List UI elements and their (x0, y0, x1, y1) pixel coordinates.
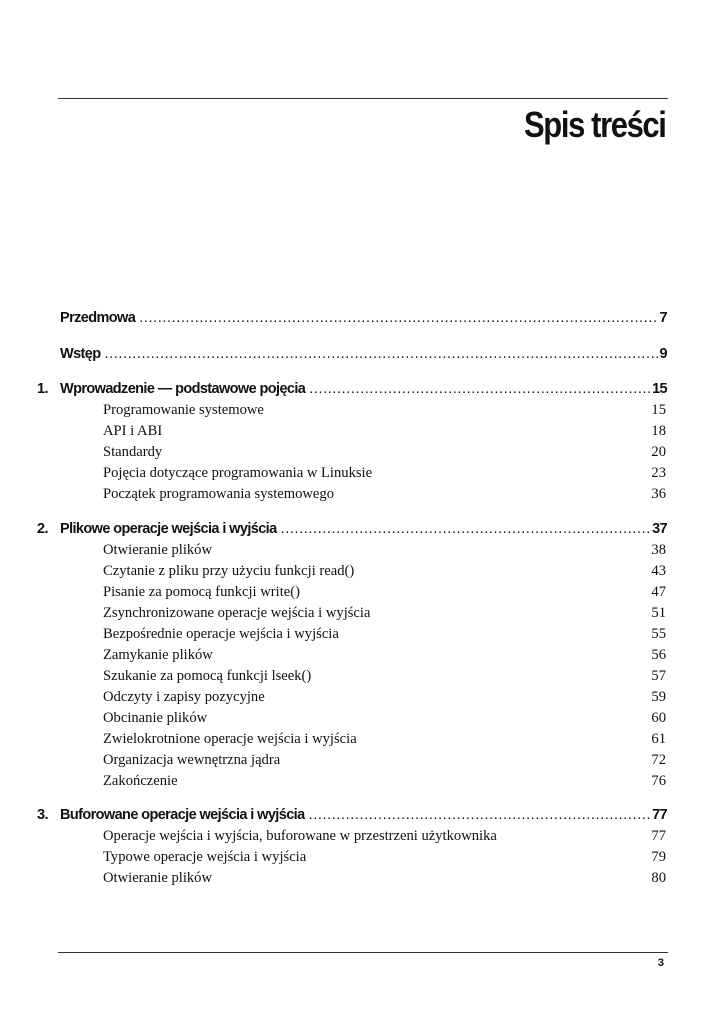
chapter-number: 2. (37, 521, 48, 537)
toc-entry-section[interactable] (103, 563, 666, 580)
entry-label: Zamykanie plików (103, 647, 213, 663)
header-rule (58, 98, 668, 99)
toc-entry-section[interactable] (103, 626, 666, 643)
dot-leader (309, 807, 651, 823)
chapter-number: 3. (37, 807, 48, 823)
dot-leader (105, 346, 658, 362)
entry-page-number: 37 (652, 521, 667, 537)
dot-leader (281, 521, 650, 537)
toc-entry-chapter[interactable] (37, 807, 667, 823)
entry-page-number: 20 (651, 444, 666, 460)
entry-page-number: 77 (652, 807, 667, 823)
entry-label: Bezpośrednie operacje wejścia i wyjścia (103, 626, 339, 642)
entry-label: Operacje wejścia i wyjścia, buforowane w przestrzeni użytkownika (103, 828, 497, 844)
toc-entry-front-matter[interactable] (60, 310, 667, 326)
toc-entry-section[interactable] (103, 605, 666, 622)
toc-entry-section[interactable] (103, 668, 666, 685)
entry-page-number: 79 (651, 849, 666, 865)
entry-label: Organizacja wewnętrzna jądra (103, 752, 281, 768)
toc-entry-section[interactable] (103, 402, 666, 419)
entry-page-number: 9 (659, 346, 667, 362)
entry-page-number: 55 (651, 626, 666, 642)
entry-label: Wprowadzenie — podstawowe pojęcia (60, 381, 306, 397)
toc-entry-section[interactable] (103, 444, 666, 461)
entry-label: API i ABI (103, 423, 163, 439)
toc-entry-section[interactable] (103, 828, 666, 845)
chapter-number: 1. (37, 381, 48, 397)
entry-page-number: 15 (652, 381, 667, 397)
toc-entry-front-matter[interactable] (60, 346, 667, 362)
toc-entry-section[interactable] (103, 465, 666, 482)
footer-rule (58, 952, 668, 953)
entry-label: Otwieranie plików (103, 870, 213, 886)
page-title: Spis treści (523, 104, 665, 145)
entry-label: Czytanie z pliku przy użyciu funkcji read() (103, 563, 355, 579)
entry-page-number: 76 (651, 773, 666, 789)
entry-page-number: 61 (651, 731, 666, 747)
entry-label: Standardy (103, 444, 163, 460)
entry-page-number: 56 (651, 647, 666, 663)
entry-label: Zwielokrotnione operacje wejścia i wyjścia (103, 731, 357, 747)
entry-label: Plikowe operacje wejścia i wyjścia (60, 521, 277, 537)
entry-label: Zsynchronizowane operacje wejścia i wyjścia (103, 605, 371, 621)
toc-entry-chapter[interactable] (37, 381, 667, 397)
entry-page-number: 43 (651, 563, 666, 579)
entry-label: Typowe operacje wejścia i wyjścia (103, 849, 307, 865)
entry-page-number: 72 (651, 752, 666, 768)
entry-page-number: 23 (651, 465, 666, 481)
toc-entry-section[interactable] (103, 689, 666, 706)
entry-label: Wstęp (60, 346, 101, 362)
entry-label: Otwieranie plików (103, 542, 213, 558)
entry-label: Buforowane operacje wejścia i wyjścia (60, 807, 305, 823)
toc-entry-chapter[interactable] (37, 521, 667, 537)
entry-label: Zakończenie (103, 773, 178, 789)
toc-entry-section[interactable] (103, 647, 666, 664)
entry-label: Szukanie za pomocą funkcji lseek() (103, 668, 312, 684)
toc-entry-section[interactable] (103, 542, 666, 559)
toc-entry-section[interactable] (103, 773, 666, 790)
toc-entry-section[interactable] (103, 486, 666, 503)
entry-label: Odczyty i zapisy pozycyjne (103, 689, 265, 705)
dot-leader (139, 310, 657, 326)
toc-entry-section[interactable] (103, 710, 666, 727)
entry-page-number: 38 (651, 542, 666, 558)
toc-entry-section[interactable] (103, 849, 666, 866)
toc-entry-section[interactable] (103, 731, 666, 748)
entry-label: Przedmowa (60, 310, 136, 326)
toc-entry-section[interactable] (103, 423, 666, 440)
entry-label: Pisanie za pomocą funkcji write() (103, 584, 300, 600)
toc-entry-section[interactable] (103, 870, 666, 887)
entry-page-number: 36 (651, 486, 666, 502)
entry-page-number: 15 (651, 402, 666, 418)
toc-entry-section[interactable] (103, 752, 666, 769)
dot-leader (309, 381, 650, 397)
entry-page-number: 59 (651, 689, 666, 705)
entry-page-number: 80 (651, 870, 666, 886)
toc-entry-section[interactable] (103, 584, 666, 601)
entry-page-number: 47 (651, 584, 666, 600)
entry-label: Początek programowania systemowego (103, 486, 334, 502)
entry-label: Pojęcia dotyczące programowania w Linuksie (103, 465, 373, 481)
entry-page-number: 18 (651, 423, 666, 439)
entry-page-number: 57 (651, 668, 666, 684)
entry-page-number: 51 (651, 605, 666, 621)
entry-label: Programowanie systemowe (103, 402, 264, 418)
page-number: 3 (657, 957, 664, 969)
entry-page-number: 7 (659, 310, 667, 326)
entry-page-number: 60 (651, 710, 666, 726)
entry-page-number: 77 (651, 828, 666, 844)
entry-label: Obcinanie plików (103, 710, 208, 726)
